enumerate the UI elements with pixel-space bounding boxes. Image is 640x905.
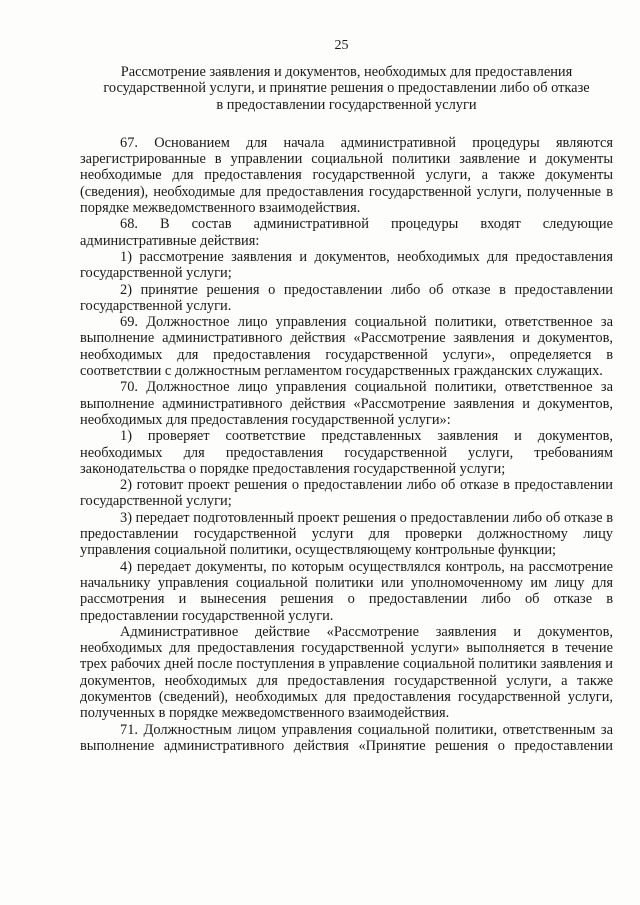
paragraph-68: 68. В состав административной процедуры входят следующие административные действия: (80, 216, 613, 249)
heading-line-3: в предоставлении государственной услуги (216, 96, 477, 113)
paragraph-70-item-3: 3) передает подготовленный проект решения о предоставлении либо об отказе в предоставлении государственной услуги для проверки должностному лицу управления социальной политики, осуществляющему контрольные функции; (80, 509, 613, 559)
document-body (80, 135, 613, 754)
heading-line-1: Рассмотрение заявления и документов, необходимых для предоставления (120, 64, 573, 80)
paragraph-70-timing: Административное действие «Рассмотрение заявления и документов, необходимых для предоставления государственной услуги» выполняется в течение трех рабочих дней после поступления в управление социальной политики заявления и документов, необходимых для предоставления государственной услуги, а также документов (сведений), необходимых для предоставления государственной услуги, полученных в порядке межведомственного взаимодействия. (80, 623, 613, 722)
page-number: 25 (334, 38, 349, 53)
paragraph-70-item-1: 1) проверяет соответствие представленных заявления и документов, необходимых для предоставления государственной услуги, требованиям законодательства о порядке предоставления государственной услуги; (80, 428, 613, 477)
paragraph-70-item-2: 2) готовит проект решения о предоставлении либо об отказе в предоставлении государственной услуги; (80, 477, 613, 510)
paragraph-69: 69. Должностное лицо управления социальной политики, ответственное за выполнение административного действия «Рассмотрение заявления и документов, необходимых для предоставления государственной услуги», определяется в соответствии с должностным регламентом государственных гражданских служащих. (80, 314, 613, 380)
paragraph-71: 71. Должностным лицом управления социальной политики, ответственным за выполнение административного действия «Принятие решения о предоставлении (80, 721, 613, 754)
paragraph-68-item-2: 2) принятие решения о предоставлении либо об отказе в предоставлении государственной услуги. (80, 281, 613, 314)
paragraph-70-item-4: 4) передает документы, по которым осуществлялся контроль, на рассмотрение начальнику управления социальной политики или уполномоченному им лицу для рассмотрения и вынесения решения о предоставлении либо об отказе в предоставлении государственной услуги. (80, 558, 613, 624)
section-heading (80, 64, 613, 113)
heading-line-2: государственной услуги, и принятие решения о предоставлении либо об отказе (103, 80, 590, 97)
paragraph-70: 70. Должностное лицо управления социальной политики, ответственное за выполнение административного действия «Рассмотрение заявления и документов, необходимых для предоставления государственной услуги»: (80, 379, 613, 428)
paragraph-68-item-1: 1) рассмотрение заявления и документов, необходимых для предоставления государственной услуги; (80, 248, 613, 282)
paragraph-67: 67. Основанием для начала административной процедуры являются зарегистрированные в управлении социальной политики заявление и документы необходимые для предоставления государственной услуги, а также документы (сведения), необходимые для предоставления государственной услуги, полученные в порядке межведомственного взаимодействия. (80, 134, 613, 217)
